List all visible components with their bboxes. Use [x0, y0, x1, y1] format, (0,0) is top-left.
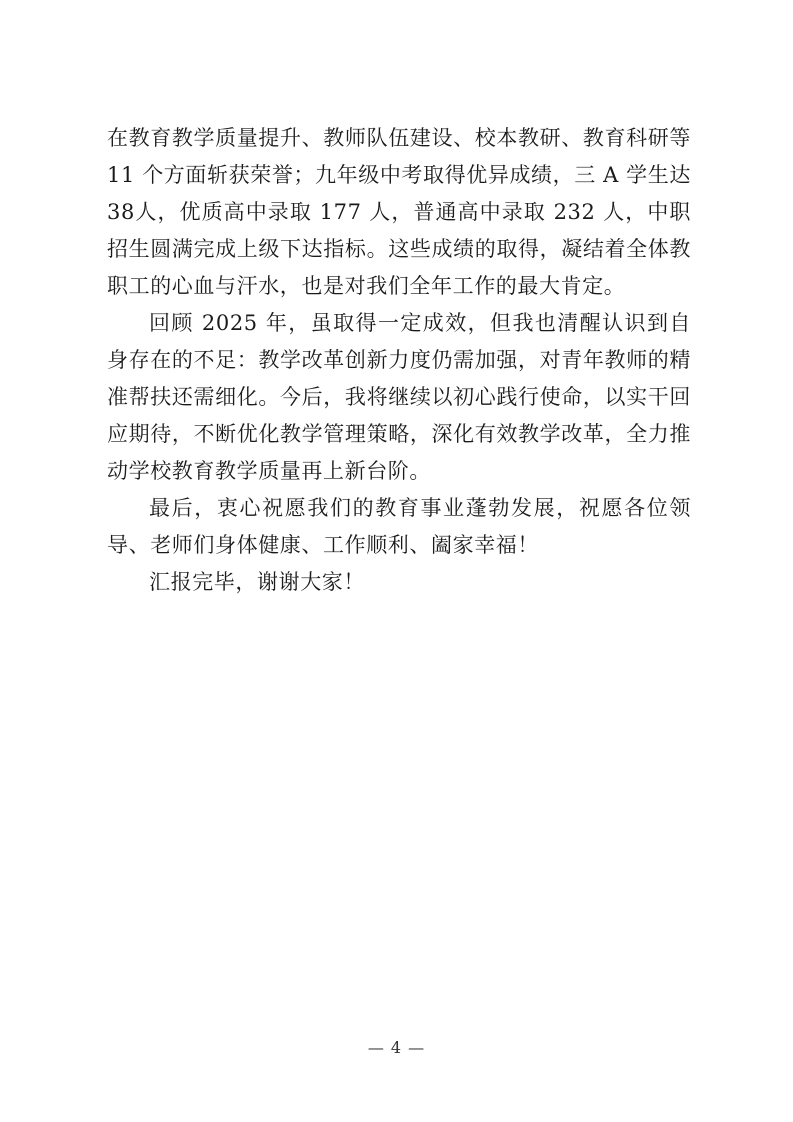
paragraph-closing: 汇报完毕，谢谢大家！ — [149, 570, 365, 594]
page-number: — 4 — — [367, 1038, 426, 1057]
document-body — [107, 120, 691, 601]
paragraph-achievements: 在教育教学质量提升、教师队伍建设、校本教研、教育科研等11 个方面斩获荣誉；九年级中考取得优异成绩，三 A 学生达 38人，优质高中录取 177 人，普通高中录取 232 人，中职招生圆满完成上级下达指标。这些成绩的取得，凝结着全体教职工的心血与汗水，也是对我们全年工作的最大肯定。 — [107, 126, 691, 298]
paragraph-review: 回顾 2025 年，虽取得一定成效，但我也清醒认识到自身存在的不足：教学改革创新力度仍需加强，对青年教师的精准帮扶还需细化。今后，我将继续以初心践行使命，以实干回应期待，不断优化教学管理策略，深化有效教学改革，全力推动学校教育教学质量再上新台阶。 — [107, 311, 691, 483]
paragraph-wishes: 最后，衷心祝愿我们的教育事业蓬勃发展，祝愿各位领导、老师们身体健康、工作顺利、阖家幸福！ — [107, 496, 691, 557]
